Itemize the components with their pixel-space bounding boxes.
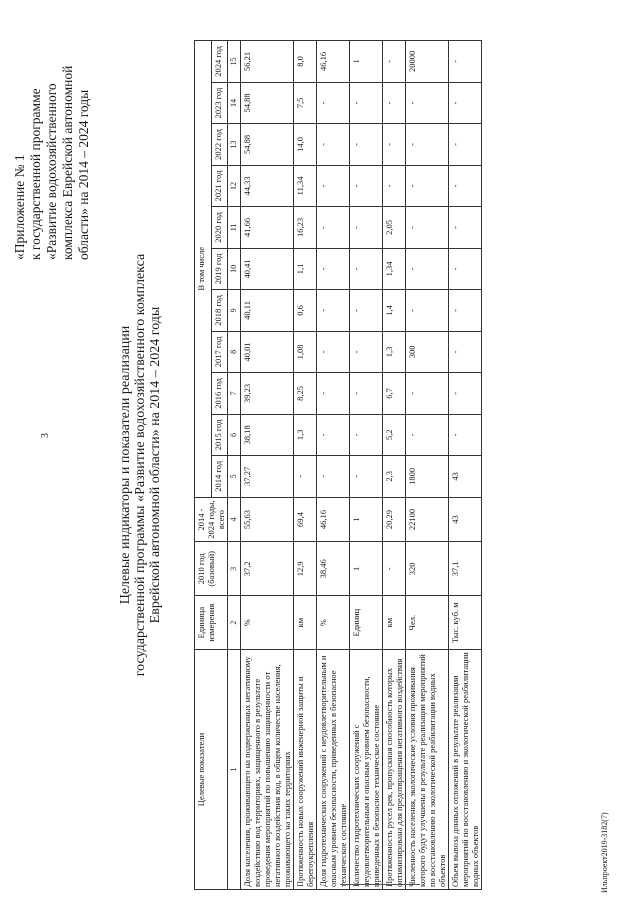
title-line: государственной программы «Развитие водохозяйственного комплекса [133,253,148,677]
year-value: - [449,41,482,83]
year-value: 1,34 [383,248,406,289]
year-value: - [317,248,350,289]
year-value: - [449,373,482,414]
column-index: 15 [228,41,241,83]
total-value: 69,4 [294,497,317,542]
appendix-line: «Приложение № 1 [12,154,27,260]
year-value: 6,7 [383,373,406,414]
year-value: - [383,165,406,206]
appendix-line: к государственной программе [28,88,43,260]
year-value: - [350,290,383,331]
base-value: 37,2 [241,542,294,596]
total-value: 46,16 [317,497,350,542]
title-line: Целевые индикаторы и показатели реализации [118,325,133,605]
appendix-line: комплекса Еврейской автономной [60,65,75,260]
year-value: - [449,207,482,248]
header-unit: Единица измерения [195,596,228,650]
table-row [383,41,406,890]
table-row [406,41,449,890]
header-total: 2014 - 2024 годы, всего [195,497,228,542]
year-value: 46,16 [317,41,350,83]
column-index: 11 [228,207,241,248]
table-row [317,41,350,890]
year-value: - [406,124,449,165]
year-value: - [406,290,449,331]
year-value: 1800 [406,456,449,497]
year-value: 1,3 [383,331,406,372]
year-value: - [350,82,383,123]
year-value: 300 [406,331,449,372]
year-value: 56,21 [241,41,294,83]
year-value: 40,01 [241,331,294,372]
year-value: 0,6 [294,290,317,331]
rotated-page-content [0,25,630,905]
total-value: 20,29 [383,497,406,542]
header-year: 2018 год [211,290,228,331]
base-value: 12,9 [294,542,317,596]
year-value: - [350,456,383,497]
year-value: - [449,414,482,455]
year-value: - [350,331,383,372]
year-value: 20000 [406,41,449,83]
table-row [449,41,482,890]
year-value: - [449,248,482,289]
year-value: 1,1 [294,248,317,289]
year-value: - [406,248,449,289]
year-value: - [449,331,482,372]
year-value: 54,88 [241,82,294,123]
indicator-name: Протяженность русел рек, пропускная способность которых оптимизирована для предотвращения негативного воздействия [383,650,406,890]
indicator-name: Количество гидротехнических сооружений с неудовлетворительным и опасным уровнем безопасности, приведенных в безопасное техническое состояние [350,650,383,890]
column-index: 2 [228,596,241,650]
total-value: 1 [350,497,383,542]
year-value: - [317,290,350,331]
appendix-line: области» на 2014 – 2024 годы [76,89,91,260]
year-value: - [449,82,482,123]
header-year: 2021 год [211,165,228,206]
year-value: 39,23 [241,373,294,414]
column-index: 12 [228,165,241,206]
year-value: - [383,124,406,165]
year-value: - [317,82,350,123]
header-year: 2014 год [211,456,228,497]
header-year: 2022 год [211,124,228,165]
column-index: 9 [228,290,241,331]
appendix-line: «Развитие водохозяйственного [44,83,59,260]
header-indicator: Целевые показатели [195,650,228,890]
appendix-heading [12,35,92,260]
year-value: - [449,124,482,165]
year-value: - [317,414,350,455]
year-value: 41,66 [241,207,294,248]
total-value: 43 [449,497,482,542]
year-value: 1,3 [294,414,317,455]
indicator-name: Численность населения, экологические условия проживания которого будут улучшены в результате реализации мероприятий по восстановлению и экологической реабилитации водных объектов [406,650,449,890]
year-value: - [317,207,350,248]
year-value: - [317,331,350,372]
column-index: 14 [228,82,241,123]
year-value: - [406,414,449,455]
year-value: - [294,456,317,497]
year-value: - [449,290,482,331]
year-value: 5,2 [383,414,406,455]
year-value: - [383,41,406,83]
header-base-year: 2010 год (базовый) [195,542,228,596]
column-index: 5 [228,456,241,497]
column-index: 6 [228,414,241,455]
column-index: 4 [228,497,241,542]
column-index: 7 [228,373,241,414]
year-value: 8,0 [294,41,317,83]
year-value: - [317,456,350,497]
year-value: 38,18 [241,414,294,455]
year-value: 1 [350,41,383,83]
indicator-name: Протяженность новых сооружений инженерной защиты и берегоукрепления [294,650,317,890]
year-value: 2,3 [383,456,406,497]
header-year: 2015 год [211,414,228,455]
base-value: 38,46 [317,542,350,596]
header-year: 2016 год [211,373,228,414]
year-value: - [350,248,383,289]
column-index: 10 [228,248,241,289]
year-value: - [406,82,449,123]
header-year: 2017 год [211,331,228,372]
header-year: 2023 год [211,82,228,123]
year-value: - [350,414,383,455]
indicator-unit: Тыс. куб. м [449,596,482,650]
page-number: 3 [40,433,51,438]
year-value: - [317,373,350,414]
year-value: - [317,124,350,165]
table-row [350,41,383,890]
header-group: В том числе [195,41,212,498]
year-value: 2,05 [383,207,406,248]
indicator-unit: км [383,596,406,650]
indicators-table [194,40,482,890]
year-value: - [350,207,383,248]
indicator-unit: Единиц [350,596,383,650]
total-value: 55,63 [241,497,294,542]
year-value: 16,23 [294,207,317,248]
year-value: 40,11 [241,290,294,331]
indicator-unit: % [241,596,294,650]
year-value: 44,33 [241,165,294,206]
year-value: 54,88 [241,124,294,165]
indicator-unit: % [317,596,350,650]
column-index: 13 [228,124,241,165]
bottom-divider [340,884,420,885]
year-value: - [406,165,449,206]
header-year: 2020 год [211,207,228,248]
table-row [241,41,294,890]
column-index: 1 [228,650,241,890]
year-value: - [317,165,350,206]
header-year: 2019 год [211,248,228,289]
total-value: 22100 [406,497,449,542]
year-value: 7,5 [294,82,317,123]
footer-code: Ильпроект2019-3182(7) [600,812,609,893]
year-value: 1,08 [294,331,317,372]
document-title [118,25,163,905]
year-value: - [406,373,449,414]
indicator-name: Доля населения, проживающего на подверженных негативному воздействию вод территориях, защищенного в результате проведения мероприятий по повышению защищенности от негативного воздействия вод, в общем количестве населения, проживающего на таких территориях [241,650,294,890]
year-value: - [350,373,383,414]
header-year: 2024 год [211,41,228,83]
base-value: 1 [350,542,383,596]
year-value: 11,34 [294,165,317,206]
indicator-unit: км [294,596,317,650]
year-value: - [350,165,383,206]
year-value: 14,0 [294,124,317,165]
year-value: 43 [449,456,482,497]
base-value: 37,1 [449,542,482,596]
year-value: - [350,124,383,165]
column-index: 8 [228,331,241,372]
year-value: 40,41 [241,248,294,289]
indicator-name: Объем вывоза донных отложений в результате реализации мероприятий по восстановлению и экологической реабилитации водных объектов [449,650,482,890]
year-value: - [449,165,482,206]
column-index: 3 [228,542,241,596]
indicators-table-wrapper [194,40,482,890]
year-value: 1,4 [383,290,406,331]
year-value: 8,25 [294,373,317,414]
base-value: 320 [406,542,449,596]
indicator-unit: Чел. [406,596,449,650]
year-value: 37,27 [241,456,294,497]
table-row [294,41,317,890]
title-line: Еврейской автономной области» на 2014 – 2024 годы [148,306,163,624]
year-value: - [383,82,406,123]
base-value: - [383,542,406,596]
year-value: - [406,207,449,248]
indicator-name: Доля гидротехнических сооружений с неудовлетворительным и опасным уровнем безопасности, приведенных в безопасное техническое состояние [317,650,350,890]
